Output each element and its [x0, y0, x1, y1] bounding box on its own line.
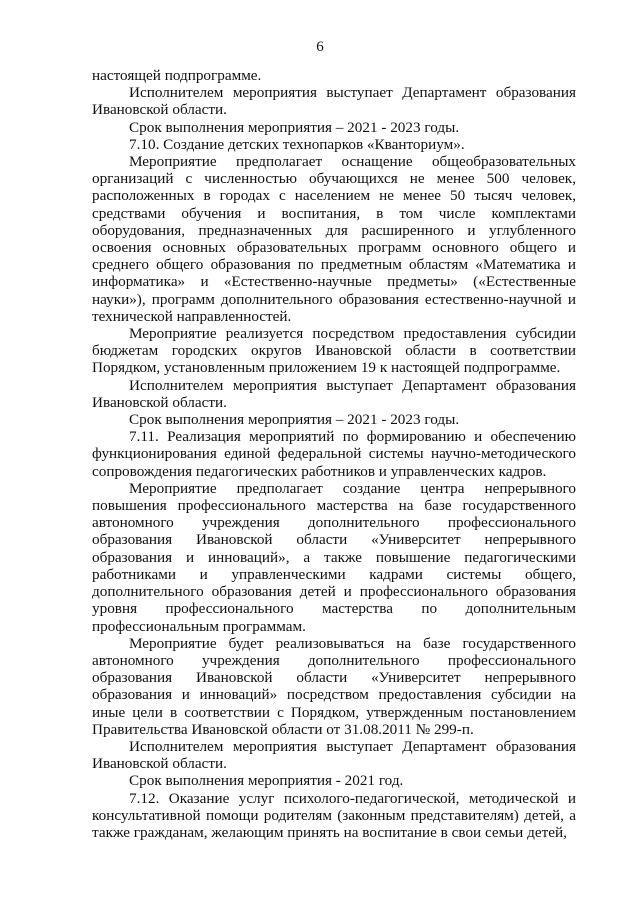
- paragraph-implementation: Мероприятие будет реализовываться на базе государственного автономного учреждения дополнительного профессионального образования Ивановской области «Университет непрерывного образования и инноваций» посредством предоставления субсидии на иные цели в соответствии с Порядком, утвержденным постановлением Правительства Ивановской области от 31.08.2011 № 299-п.: [92, 634, 576, 738]
- paragraph-deadline: Срок выполнения мероприятия - 2021 год.: [129, 772, 404, 790]
- section-heading-7-11: 7.11. Реализация мероприятий по формированию и обеспечению функционирования единой федеральной системы научно-методического сопровождения педагогических работников и управленческих кадров.: [92, 428, 576, 480]
- paragraph-executor: Исполнителем мероприятия выступает Департамент образования Ивановской области.: [92, 737, 576, 773]
- paragraph-deadline: Срок выполнения мероприятия – 2021 - 2023 годы.: [129, 411, 460, 429]
- page-number: 6: [316, 39, 324, 55]
- paragraph-continuation: настоящей подпрограмме.: [92, 67, 262, 84]
- paragraph-subsidy: Мероприятие реализуется посредством предоставления субсидии бюджетам городских округов Ивановской области в соответствии Порядком, установленным приложением 19 к настоящей подпрограмме.: [92, 325, 576, 377]
- section-heading-7-10: 7.10. Создание детских технопарков «Кванториум».: [129, 135, 465, 153]
- section-heading-7-12: 7.12. Оказание услуг психолого-педагогической, методической и консультативной помощи родителям (законным представителям) детей, а также гражданам, желающим принять на воспитание в свои семьи детей,: [92, 789, 576, 841]
- paragraph-executor: Исполнителем мероприятия выступает Департамент образования Ивановской области.: [92, 376, 576, 411]
- paragraph-deadline: Срок выполнения мероприятия – 2021 - 2023 годы.: [129, 118, 460, 136]
- paragraph-executor: Исполнителем мероприятия выступает Департамент образования Ивановской области.: [92, 84, 576, 119]
- document-body: [92, 67, 576, 841]
- paragraph-event-description: Мероприятие предполагает создание центра непрерывного повышения профессионального мастерства на базе государственного автономного учреждения дополнительного профессионального образования Ивановской области «Университет непрерывного образования и инноваций», а также повышение педагогическими работниками и управленческими кадрами системы общего, дополнительного образования детей и профессионального образования уровня профессионального мастерства по дополнительным профессиональным программам.: [92, 479, 576, 635]
- paragraph-event-description: Мероприятие предполагает оснащение общеобразовательных организаций с численностью обучающихся не менее 500 человек, расположенных в городах с населением не менее 50 тысяч человек, средствами обучения и воспитания, в том числе комплектами оборудования, предназначенных для расширенного и углубленного освоения основных образовательных программ основного общего и среднего общего образования по предметным областям «Математика и информатика» и «Естественно-научные предметы» («Естественные науки»), программ дополнительного образования естественно-научной и технической направленностей.: [92, 153, 576, 325]
